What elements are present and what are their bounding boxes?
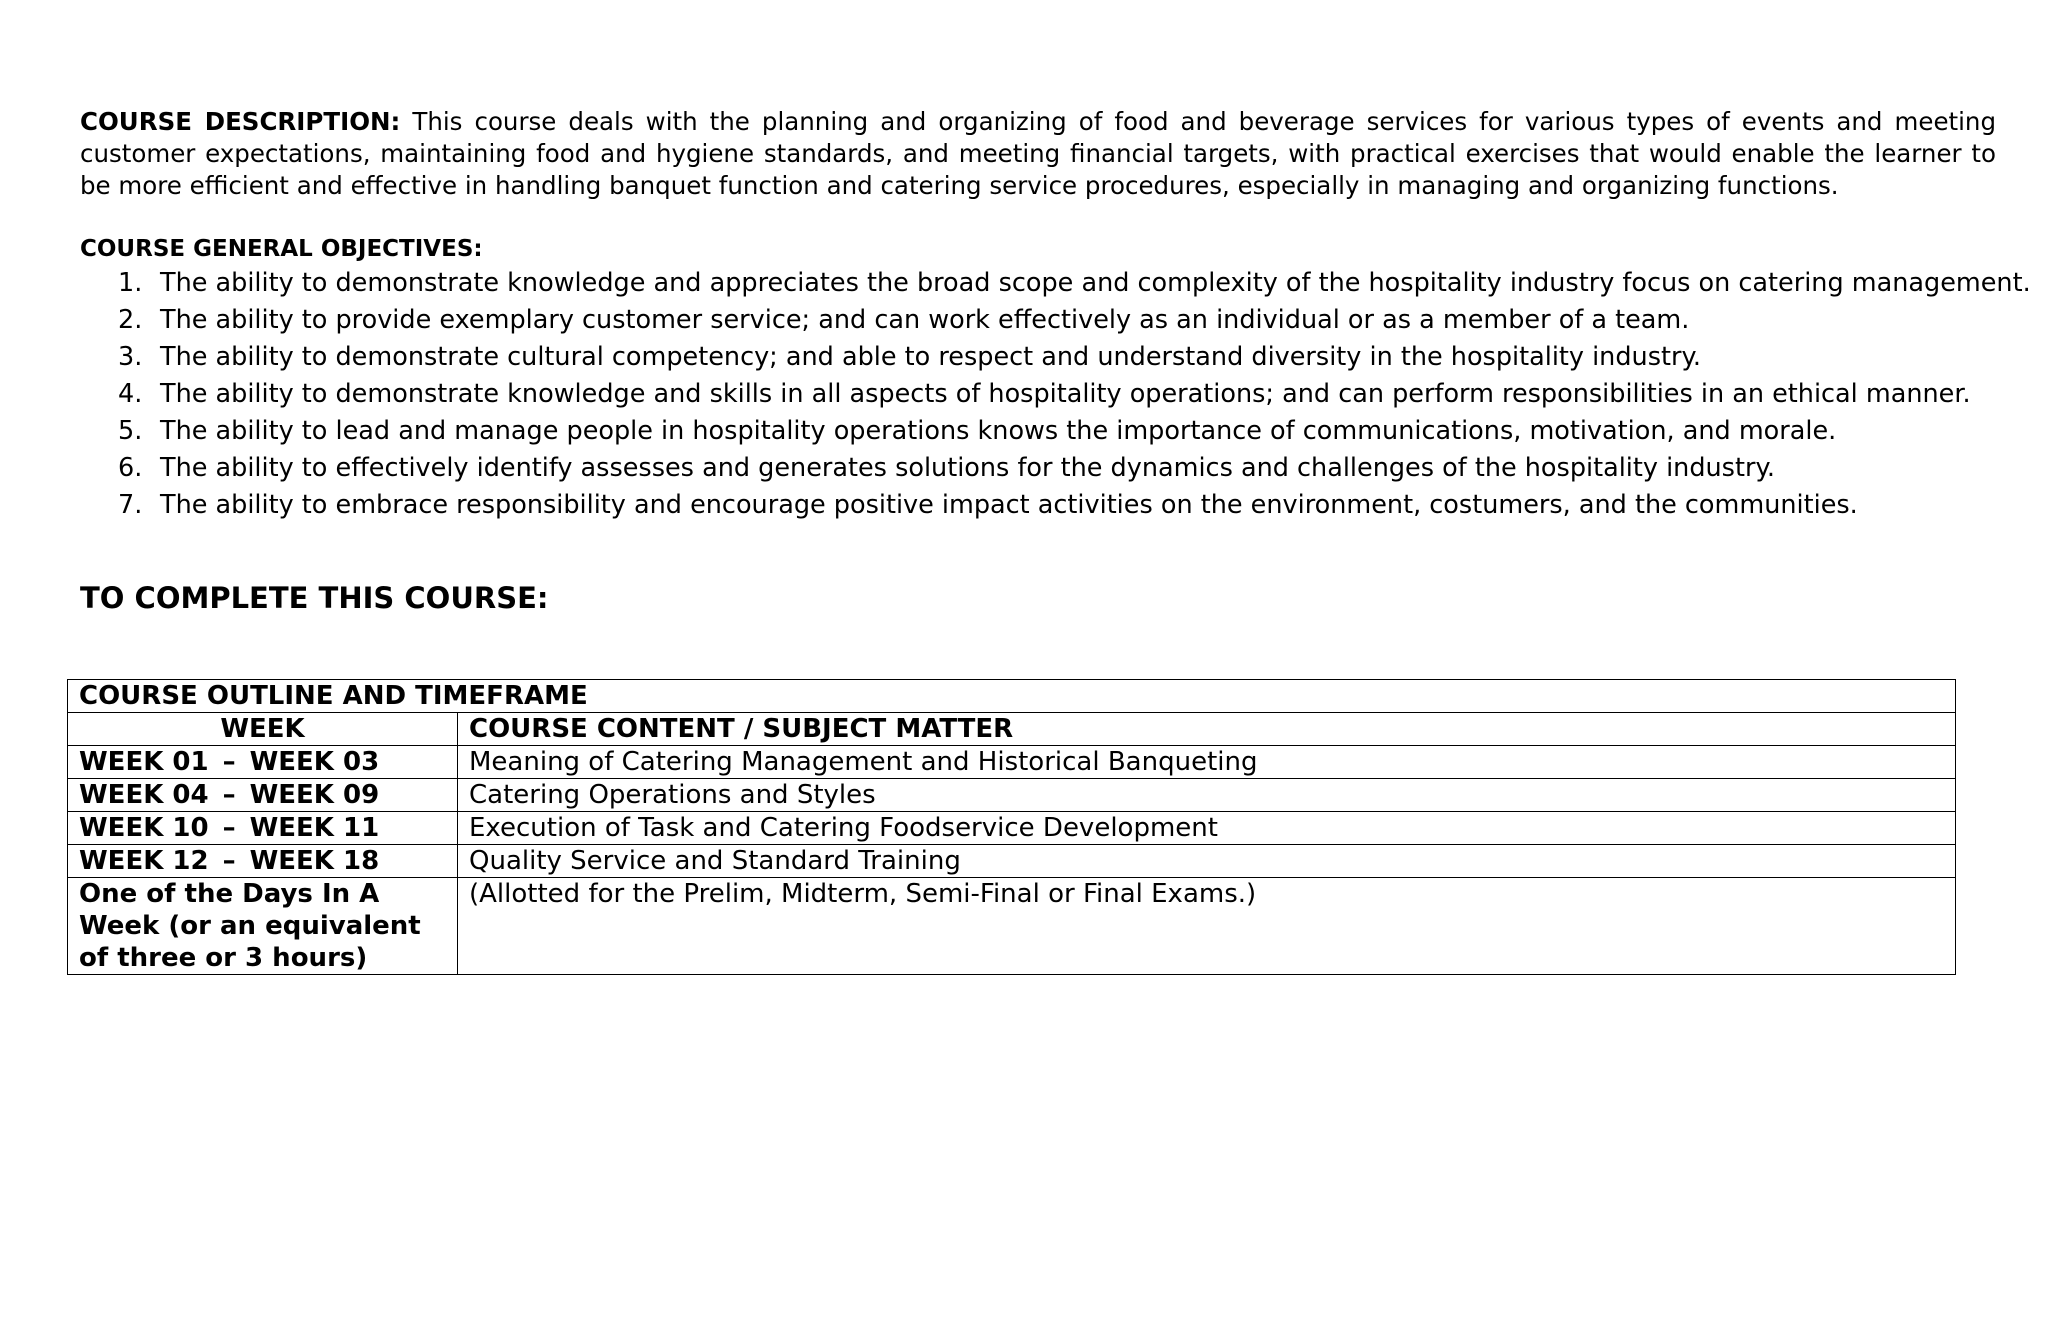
week-end: WEEK 18 xyxy=(249,846,380,876)
objective-item xyxy=(80,339,2000,376)
objective-text: The ability to demonstrate cultural competency; and able to respect and understand diversity in the hospitality industry. xyxy=(160,342,1702,372)
content-cell: Catering Operations and Styles xyxy=(458,779,1956,812)
table-header-row xyxy=(68,713,1956,746)
week-dash: – xyxy=(222,747,236,777)
objective-number: 1. xyxy=(118,268,143,298)
table-row xyxy=(68,779,1956,812)
objective-item xyxy=(80,376,2000,413)
objective-item xyxy=(80,413,2000,450)
week-start: WEEK 01 xyxy=(79,747,209,777)
objective-item xyxy=(80,450,2000,487)
week-range-cell xyxy=(68,812,458,845)
content-column-header: COURSE CONTENT / SUBJECT MATTER xyxy=(458,713,1956,746)
content-cell: Meaning of Catering Management and Historical Banqueting xyxy=(458,746,1956,779)
week-end: WEEK 09 xyxy=(249,780,380,810)
table-row xyxy=(68,812,1956,845)
objective-text: The ability to provide exemplary customer service; and can work effectively as an individual or as a member of a team. xyxy=(160,305,1690,335)
objective-item xyxy=(80,487,2000,524)
objective-text: The ability to demonstrate knowledge and appreciates the broad scope and complexity of the hospitality industry focus on catering management. xyxy=(160,268,2031,298)
week-range-cell xyxy=(68,779,458,812)
exam-content-cell: (Allotted for the Prelim, Midterm, Semi-Final or Final Exams.) xyxy=(458,878,1956,975)
table-title: COURSE OUTLINE AND TIMEFRAME xyxy=(68,680,1956,713)
content-cell: Quality Service and Standard Training xyxy=(458,845,1956,878)
course-outline-table xyxy=(67,679,1956,975)
week-start: WEEK 12 xyxy=(79,846,209,876)
objective-number: 4. xyxy=(118,379,143,409)
objective-number: 5. xyxy=(118,416,143,446)
objective-item xyxy=(80,302,2000,339)
course-description-text: This course deals with the planning and organizing of food and beverage services for various types of events and meeting customer expectations, maintaining food and hygiene standards, and meeting financial targets, with practical exercises that would enable the learner to be more efficient and effective in handling banquet function and catering service procedures, especially in managing and organizing functions. xyxy=(80,106,1997,200)
objective-text: The ability to effectively identify assesses and generates solutions for the dynamics and challenges of the hospitality industry. xyxy=(160,453,1776,483)
course-description xyxy=(80,106,1996,202)
table-row xyxy=(68,845,1956,878)
week-dash: – xyxy=(222,813,236,843)
objective-text: The ability to demonstrate knowledge and skills in all aspects of hospitality operations; and can perform responsibilities in an ethical manner. xyxy=(160,379,1971,409)
objective-item xyxy=(80,265,2031,302)
content-cell: Execution of Task and Catering Foodservice Development xyxy=(458,812,1956,845)
table-row xyxy=(68,878,1956,975)
course-description-label: COURSE DESCRIPTION: xyxy=(80,106,401,136)
objective-text: The ability to lead and manage people in hospitality operations knows the importance of communications, motivation, and morale. xyxy=(160,416,1837,446)
table-title-row xyxy=(68,680,1956,713)
week-range-cell xyxy=(68,746,458,779)
objective-number: 7. xyxy=(118,490,143,520)
week-end: WEEK 03 xyxy=(249,747,380,777)
week-dash: – xyxy=(222,780,236,810)
week-start: WEEK 10 xyxy=(79,813,209,843)
objective-number: 2. xyxy=(118,305,143,335)
exam-week-cell: One of the Days In A Week (or an equivalent of three or 3 hours) xyxy=(68,878,458,975)
objective-text: The ability to embrace responsibility and encourage positive impact activities on the environment, costumers, and the communities. xyxy=(160,490,1858,520)
objectives-heading: COURSE GENERAL OBJECTIVES: xyxy=(80,236,483,262)
objective-number: 6. xyxy=(118,453,143,483)
week-column-header: WEEK xyxy=(68,713,458,746)
week-end: WEEK 11 xyxy=(249,813,380,843)
week-start: WEEK 04 xyxy=(79,780,209,810)
objectives-list xyxy=(80,265,2031,524)
complete-course-heading: TO COMPLETE THIS COURSE: xyxy=(80,581,549,615)
table-row xyxy=(68,746,1956,779)
week-dash: – xyxy=(222,846,236,876)
objective-number: 3. xyxy=(118,342,143,372)
week-range-cell xyxy=(68,845,458,878)
